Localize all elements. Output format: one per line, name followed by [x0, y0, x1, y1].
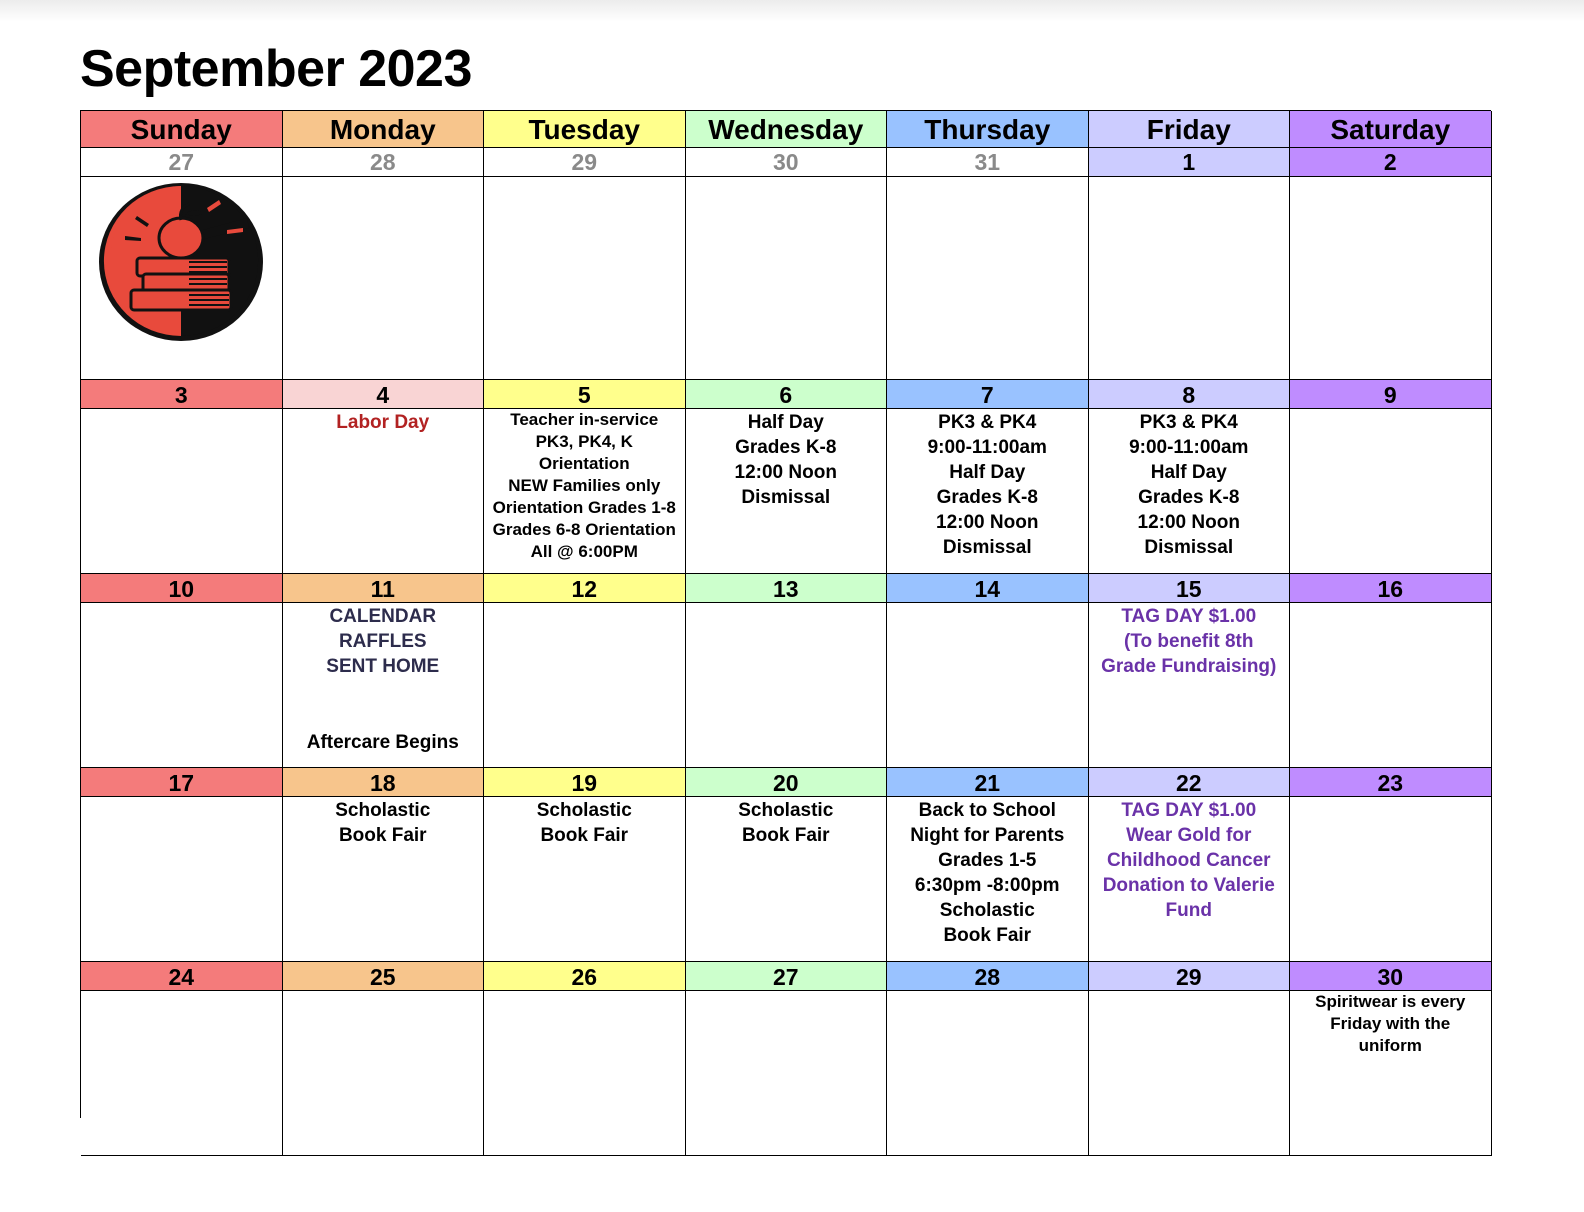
- weekday-tuesday: Tuesday: [484, 111, 686, 148]
- week-row: [81, 148, 1491, 380]
- week-row: [81, 574, 1491, 768]
- event-text: [484, 409, 685, 563]
- day-cell[interactable]: [484, 962, 686, 1156]
- event-text: [283, 603, 484, 679]
- day-number: 11: [283, 574, 484, 603]
- event-line: Book Fair: [741, 825, 830, 846]
- day-cell[interactable]: [484, 380, 686, 574]
- day-number: 1: [1089, 148, 1290, 177]
- day-cell[interactable]: [1089, 148, 1291, 380]
- event-line: Scholastic: [536, 800, 632, 821]
- day-cell[interactable]: [81, 768, 283, 962]
- event-line: Friday with the: [1330, 1014, 1451, 1033]
- event-line: Grades K-8: [735, 437, 837, 458]
- day-cell[interactable]: [81, 380, 283, 574]
- day-number: 9: [1290, 380, 1491, 409]
- calendar-title: September 2023: [80, 40, 472, 98]
- week-row: [81, 380, 1491, 574]
- window-top-bar: [0, 0, 1584, 22]
- day-number: 24: [81, 962, 282, 991]
- event-line: SENT HOME: [326, 656, 440, 677]
- event-line: Half Day: [1150, 462, 1227, 483]
- day-cell[interactable]: [1089, 380, 1291, 574]
- event-line: Orientation: [538, 454, 630, 473]
- day-number: 19: [484, 768, 685, 797]
- day-cell[interactable]: [484, 574, 686, 768]
- event-text: [1089, 603, 1290, 679]
- event-line: 12:00 Noon: [1137, 512, 1240, 533]
- day-number: 14: [887, 574, 1088, 603]
- day-cell[interactable]: [1290, 768, 1492, 962]
- event-line: Dismissal: [942, 537, 1032, 558]
- event-line: Half Day: [747, 412, 824, 433]
- day-number: 10: [81, 574, 282, 603]
- event-text: [686, 797, 887, 848]
- day-cell[interactable]: [1089, 574, 1291, 768]
- event-line: Teacher in-service: [510, 410, 659, 429]
- day-number: 16: [1290, 574, 1491, 603]
- day-number: 27: [81, 148, 282, 177]
- day-number: 31: [887, 148, 1088, 177]
- day-number: 12: [484, 574, 685, 603]
- event-line: PK3, PK4, K: [535, 432, 633, 451]
- event-line: Back to School: [918, 800, 1056, 821]
- day-number: 30: [686, 148, 887, 177]
- event-line: PK3 & PK4: [1139, 412, 1238, 433]
- event-line: 9:00-11:00am: [927, 437, 1047, 458]
- day-number: 5: [484, 380, 685, 409]
- day-number: 7: [887, 380, 1088, 409]
- event-line: (To benefit 8th: [1124, 631, 1254, 652]
- event-line: Spiritwear is every: [1315, 992, 1466, 1011]
- day-number: 22: [1089, 768, 1290, 797]
- event-text: [484, 797, 685, 848]
- day-number: 21: [887, 768, 1088, 797]
- day-cell[interactable]: [283, 768, 485, 962]
- day-number: 4: [283, 380, 484, 409]
- day-cell[interactable]: [283, 574, 485, 768]
- event-line: NEW Families only: [508, 476, 661, 495]
- day-number: 20: [686, 768, 887, 797]
- event-line: Night for Parents: [910, 825, 1065, 846]
- event-line: RAFFLES: [338, 631, 427, 652]
- day-cell[interactable]: [1290, 574, 1492, 768]
- event-text: [1089, 409, 1290, 560]
- day-cell[interactable]: [887, 574, 1089, 768]
- event-line: TAG DAY $1.00: [1121, 606, 1257, 627]
- day-cell[interactable]: [283, 962, 485, 1156]
- day-cell[interactable]: [1290, 380, 1492, 574]
- event-line: uniform: [1358, 1036, 1422, 1055]
- event-text: [686, 409, 887, 510]
- event-line: Orientation Grades 1-8: [492, 498, 676, 517]
- day-number: 6: [686, 380, 887, 409]
- day-number: 15: [1089, 574, 1290, 603]
- event-line: Fund: [1165, 900, 1212, 921]
- day-number: 25: [283, 962, 484, 991]
- day-cell[interactable]: [887, 962, 1089, 1156]
- day-number: 13: [686, 574, 887, 603]
- weekday-wednesday: Wednesday: [686, 111, 888, 148]
- event-line: PK3 & PK4: [938, 412, 1037, 433]
- event-line: Aftercare Begins: [306, 732, 459, 753]
- event-line: TAG DAY $1.00: [1121, 800, 1257, 821]
- calendar-weeks: [81, 148, 1491, 1156]
- event-line: Scholastic: [738, 800, 834, 821]
- event-line: Book Fair: [943, 925, 1032, 946]
- day-number: 28: [887, 962, 1088, 991]
- day-cell[interactable]: [484, 148, 686, 380]
- event-line: Childhood Cancer: [1106, 850, 1271, 871]
- day-cell[interactable]: [686, 574, 888, 768]
- day-number: 18: [283, 768, 484, 797]
- event-line: Grades K-8: [936, 487, 1038, 508]
- day-number: 8: [1089, 380, 1290, 409]
- weekday-friday: Friday: [1089, 111, 1291, 148]
- day-number: 27: [686, 962, 887, 991]
- day-cell[interactable]: [484, 768, 686, 962]
- event-line: 12:00 Noon: [734, 462, 837, 483]
- day-number: 2: [1290, 148, 1491, 177]
- event-text-secondary: [283, 729, 484, 755]
- day-cell[interactable]: [283, 380, 485, 574]
- event-line: All @ 6:00PM: [530, 542, 638, 561]
- weekday-saturday: Saturday: [1290, 111, 1492, 148]
- day-cell[interactable]: [81, 574, 283, 768]
- day-number: 30: [1290, 962, 1491, 991]
- event-line: Scholastic: [335, 800, 431, 821]
- day-cell[interactable]: [1089, 768, 1291, 962]
- day-number: 17: [81, 768, 282, 797]
- day-cell[interactable]: [1290, 962, 1492, 1156]
- day-cell[interactable]: [1089, 962, 1291, 1156]
- day-number: 3: [81, 380, 282, 409]
- event-line: Dismissal: [741, 487, 831, 508]
- event-line: Wear Gold for: [1126, 825, 1252, 846]
- event-line: Grades 6-8 Orientation: [492, 520, 676, 539]
- event-line: Labor Day: [336, 412, 430, 433]
- event-text: [1089, 797, 1290, 923]
- weekday-monday: Monday: [283, 111, 485, 148]
- event-line: 6:30pm -8:00pm: [914, 875, 1060, 896]
- event-spacer: [283, 679, 484, 729]
- day-cell[interactable]: [1290, 148, 1492, 380]
- event-line: Dismissal: [1144, 537, 1234, 558]
- event-line: 12:00 Noon: [936, 512, 1039, 533]
- day-number: 28: [283, 148, 484, 177]
- event-text: [283, 797, 484, 848]
- event-line: Book Fair: [338, 825, 427, 846]
- day-cell[interactable]: [283, 148, 485, 380]
- day-number: 29: [484, 148, 685, 177]
- event-line: Half Day: [949, 462, 1026, 483]
- apple-books-icon: [97, 178, 267, 342]
- day-number: 29: [1089, 962, 1290, 991]
- week-row: [81, 768, 1491, 962]
- day-cell[interactable]: [686, 962, 888, 1156]
- event-line: CALENDAR: [329, 606, 437, 627]
- day-cell[interactable]: [686, 148, 888, 380]
- day-cell[interactable]: [887, 380, 1089, 574]
- day-cell[interactable]: [887, 148, 1089, 380]
- week-row: [81, 962, 1491, 1156]
- day-number: 26: [484, 962, 685, 991]
- day-cell[interactable]: [686, 380, 888, 574]
- event-line: Book Fair: [540, 825, 629, 846]
- day-cell[interactable]: [887, 768, 1089, 962]
- day-number: 23: [1290, 768, 1491, 797]
- weekday-sunday: Sunday: [81, 111, 283, 148]
- event-line: Donation to Valerie: [1102, 875, 1275, 896]
- day-cell[interactable]: [81, 962, 283, 1156]
- event-line: 9:00-11:00am: [1129, 437, 1249, 458]
- event-text: [283, 409, 484, 435]
- event-line: Grades K-8: [1138, 487, 1240, 508]
- calendar-grid: [80, 110, 1491, 1118]
- event-line: Grade Fundraising): [1101, 656, 1277, 677]
- event-line: Grades 1-5: [938, 850, 1037, 871]
- weekday-thursday: Thursday: [887, 111, 1089, 148]
- event-text: [887, 797, 1088, 948]
- day-cell[interactable]: [686, 768, 888, 962]
- event-text: [1290, 991, 1491, 1057]
- event-line: Scholastic: [939, 900, 1035, 921]
- weekday-header-row: [81, 111, 1491, 148]
- event-text: [887, 409, 1088, 560]
